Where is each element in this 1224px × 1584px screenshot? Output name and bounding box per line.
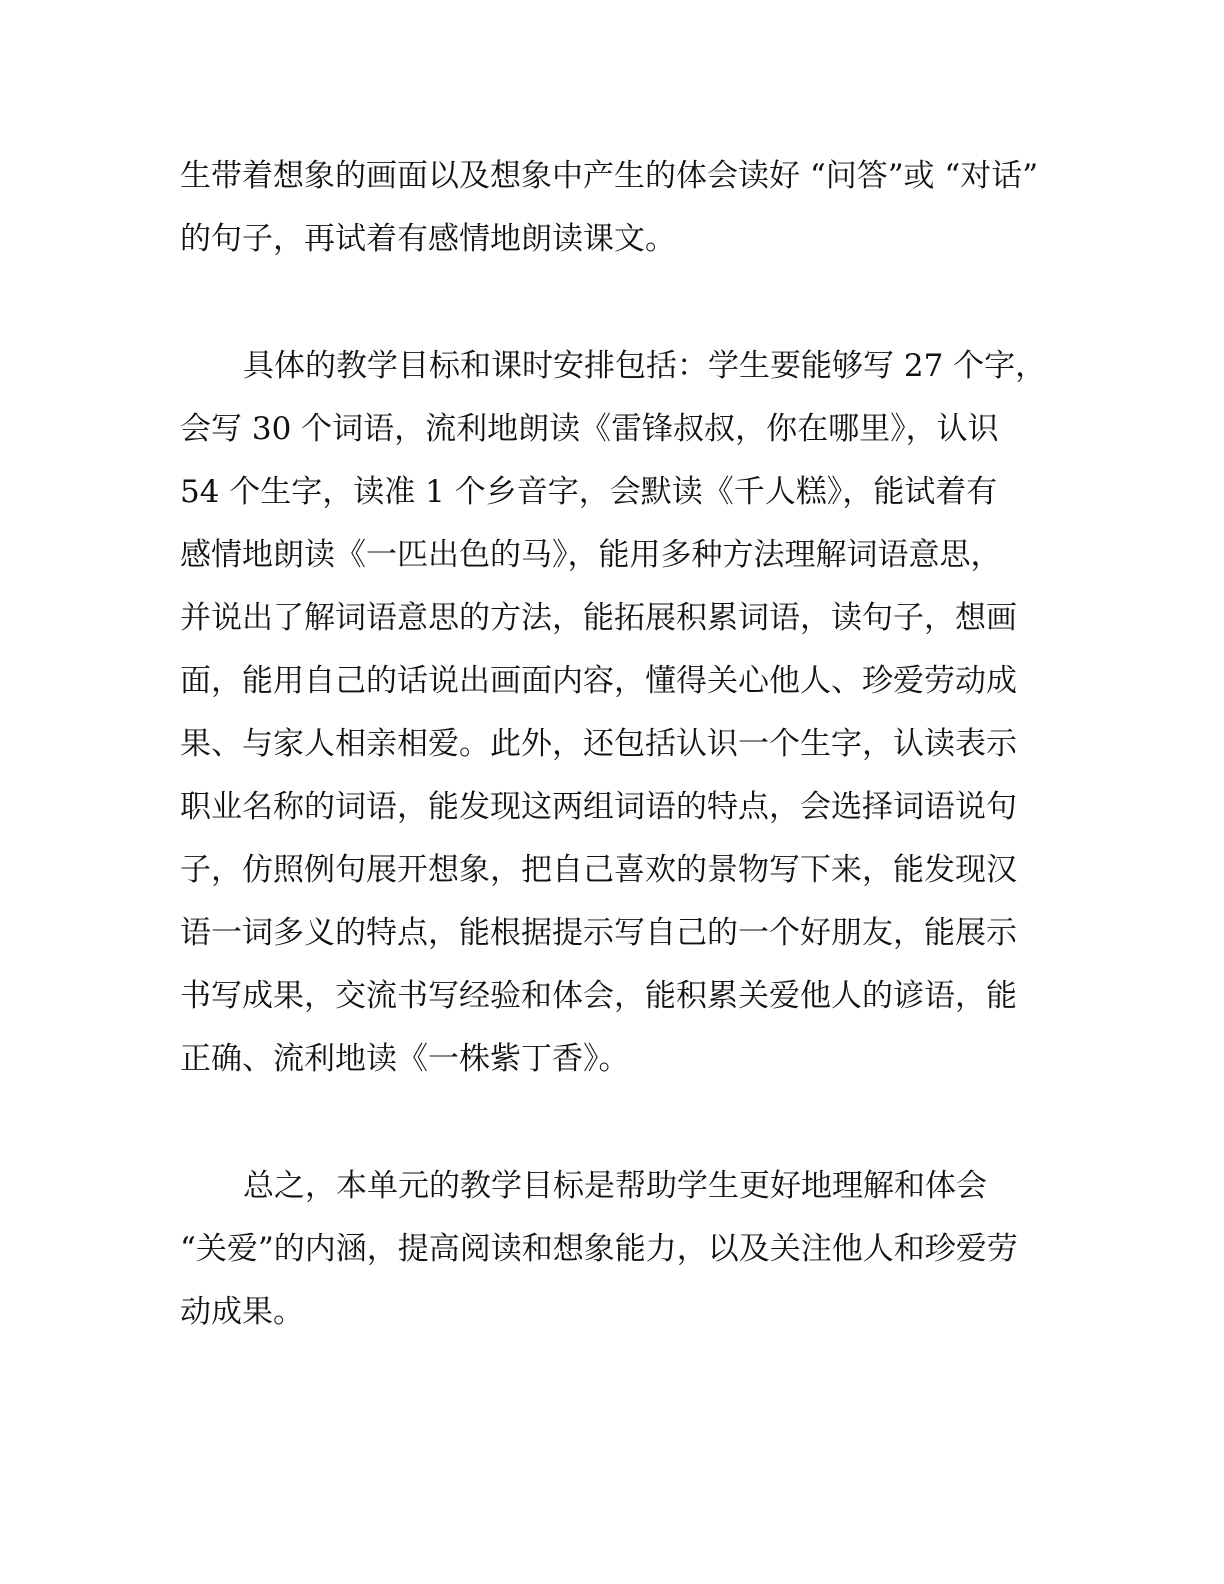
paragraph-2-line-11: 书写成果，交流书写经验和体会，能积累关爱他人的谚语，能 — [180, 978, 1017, 1014]
paragraph-3-line-2: “关爱”的内涵，提高阅读和想象能力，以及关注他人和珍爱劳 — [180, 1231, 1018, 1267]
paragraph-1-line-2: 的句子，再试着有感情地朗读课文。 — [180, 221, 676, 257]
paragraph-2-line-9: 子，仿照例句展开想象，把自己喜欢的景物写下来，能发现汉 — [180, 852, 1017, 888]
paragraph-2-line-1: 具体的教学目标和课时安排包括：学生要能够写 27 个字， — [243, 348, 1047, 384]
paragraph-2-line-7: 果、与家人相亲相爱。此外，还包括认识一个生字，认读表示 — [180, 726, 1017, 762]
paragraph-1-line-1: 生带着想象的画面以及想象中产生的体会读好 “问答”或 “对话” — [180, 158, 1039, 194]
paragraph-2-line-10: 语一词多义的特点，能根据提示写自己的一个好朋友，能展示 — [180, 915, 1017, 951]
paragraph-2-line-3: 54 个生字，读准 1 个乡音字，会默读《千人糕》，能试着有 — [180, 474, 998, 510]
paragraph-2-line-2: 会写 30 个词语，流利地朗读《雷锋叔叔，你在哪里》，认识 — [180, 411, 999, 447]
paragraph-2-line-5: 并说出了解词语意思的方法，能拓展积累词语，读句子，想画 — [180, 600, 1017, 636]
paragraph-3-line-3: 动成果。 — [180, 1294, 304, 1330]
paragraph-2-line-6: 面，能用自己的话说出画面内容，懂得关心他人、珍爱劳动成 — [180, 663, 1017, 699]
paragraph-2-line-12: 正确、流利地读《一株紫丁香》。 — [180, 1041, 630, 1077]
paragraph-3-line-1: 总之，本单元的教学目标是帮助学生更好地理解和体会 — [243, 1168, 987, 1204]
paragraph-2-line-8: 职业名称的词语，能发现这两组词语的特点，会选择词语说句 — [180, 789, 1017, 825]
paragraph-2-line-4: 感情地朗读《一匹出色的马》，能用多种方法理解词语意思， — [180, 537, 1002, 573]
